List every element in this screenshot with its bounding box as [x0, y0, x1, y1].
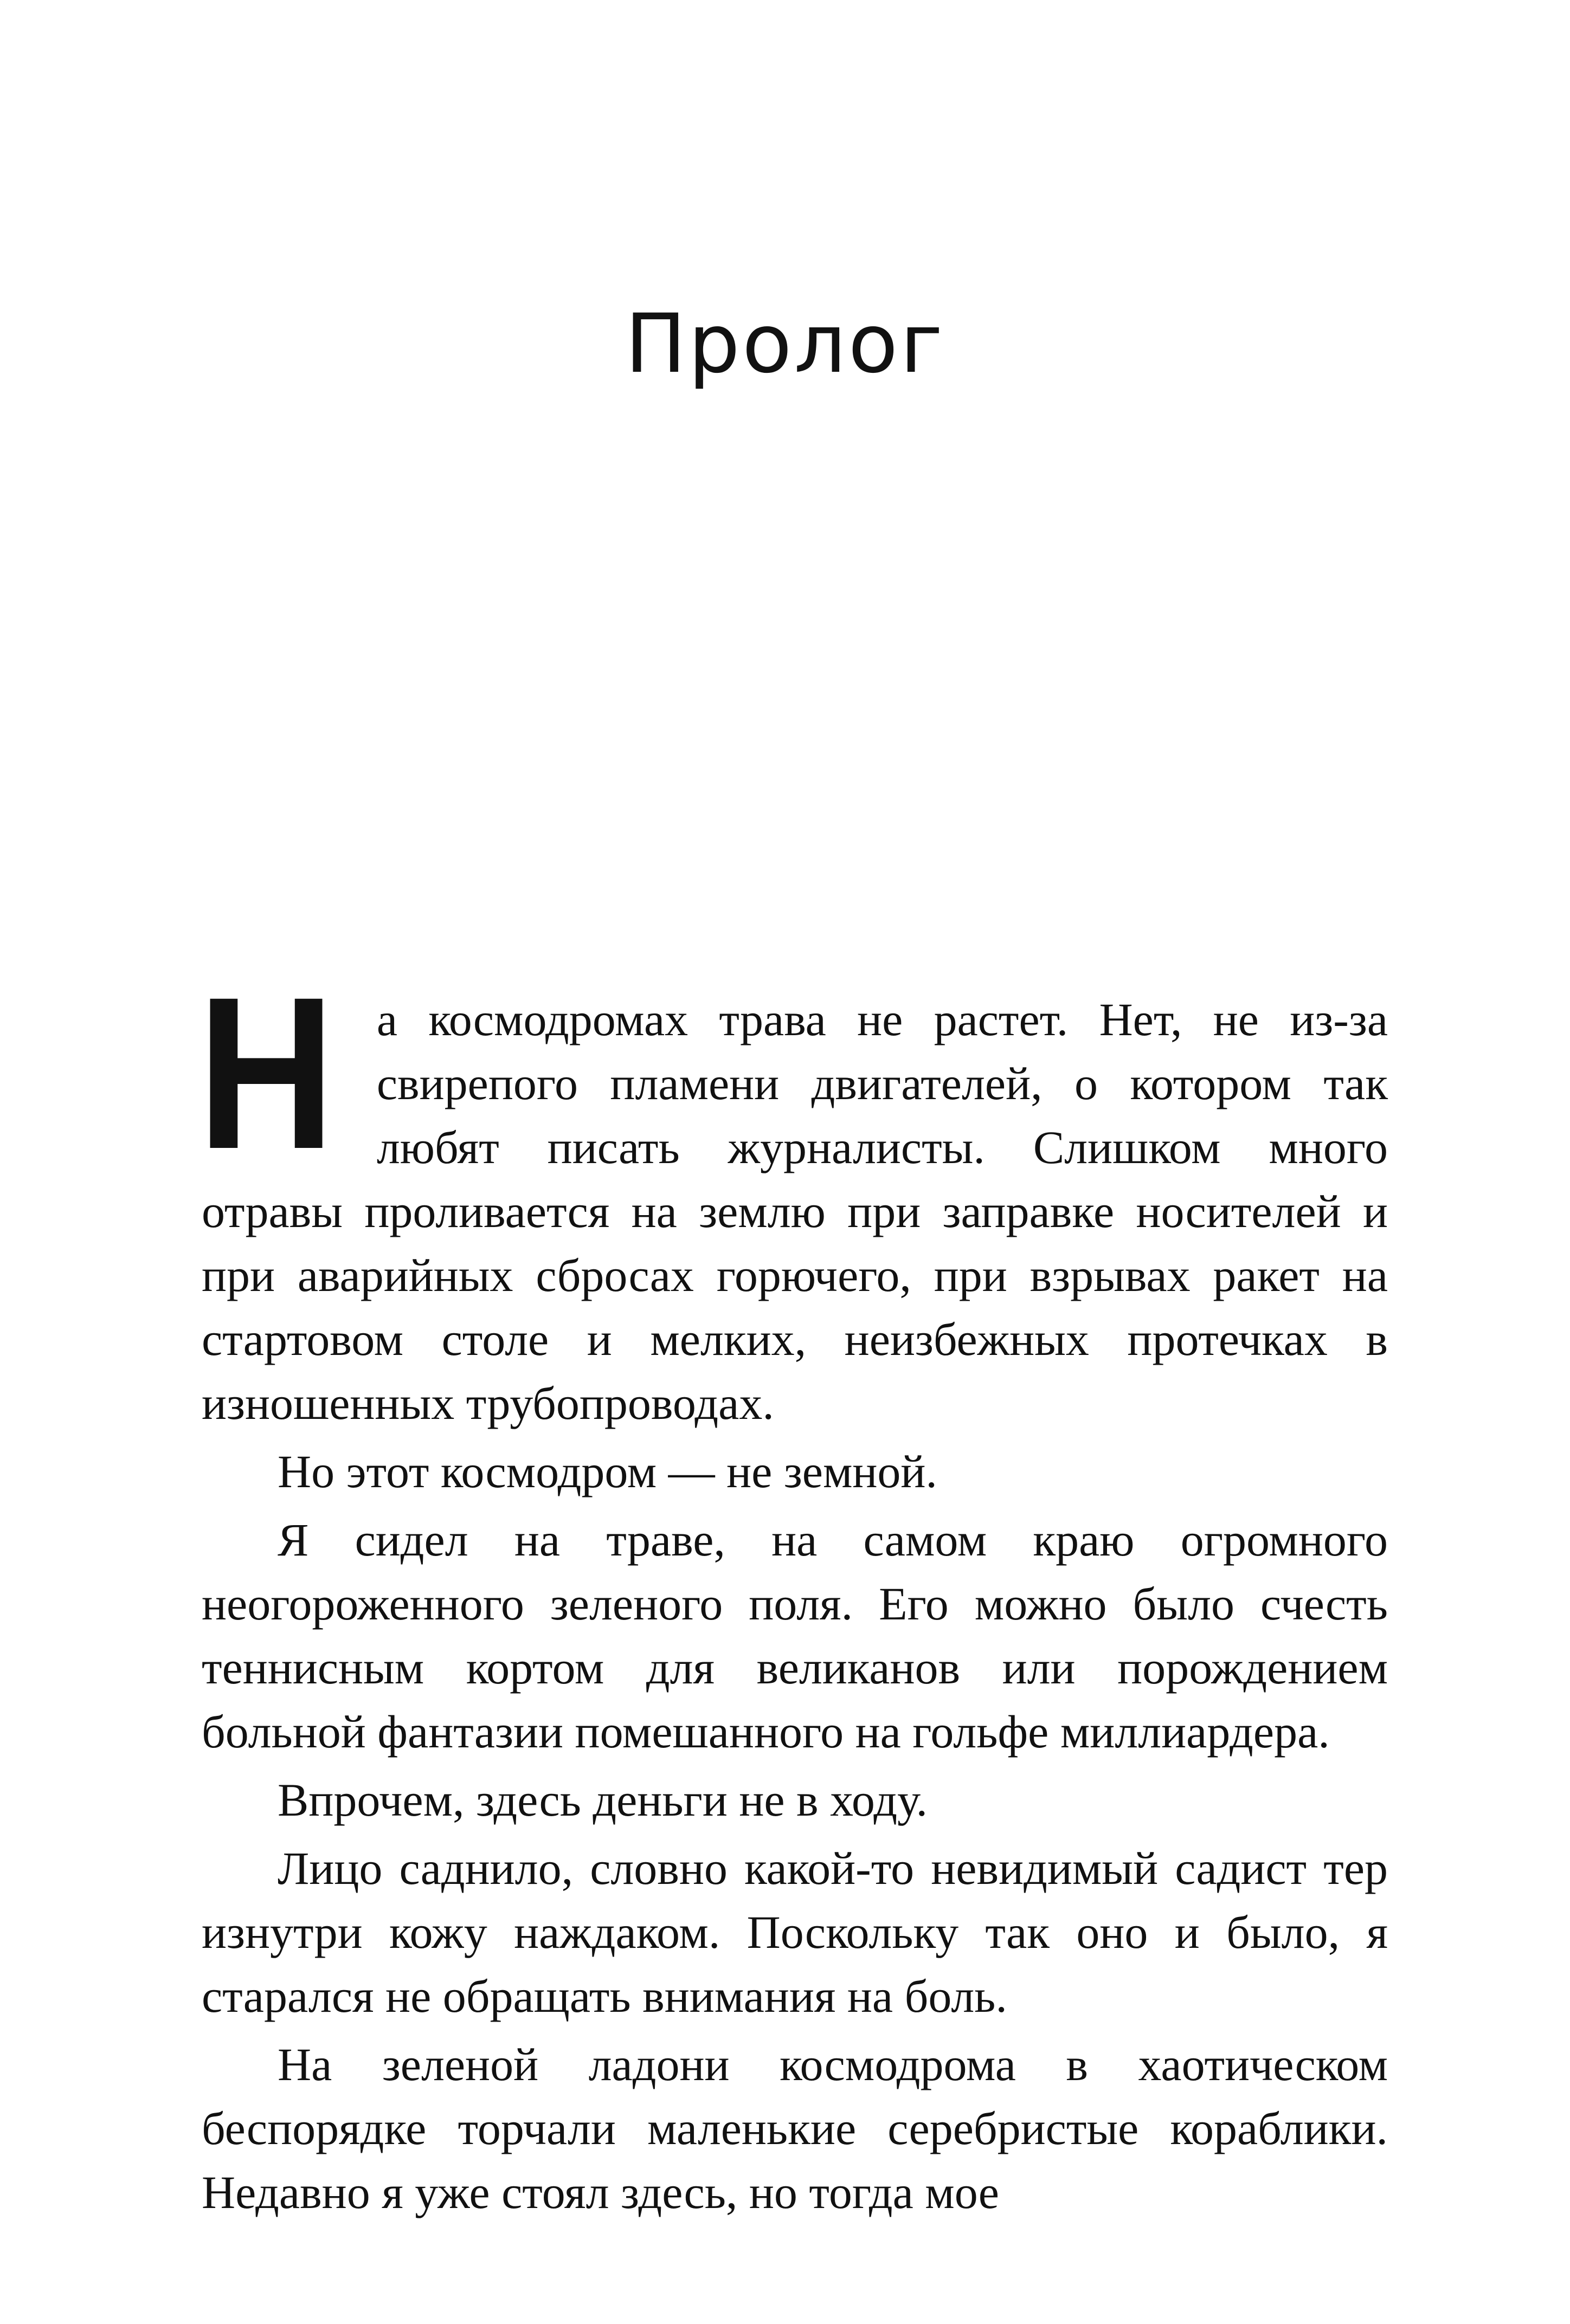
paragraph-2: Но этот космодром — не земной.	[278, 1445, 937, 1497]
paragraph-4: Впрочем, здесь деньги не в ходу.	[278, 1774, 928, 1826]
paragraph-1-text: а космодромах трава не растет. Нет, не из-за свирепого пламени двигателей, о котором так любят писать журналисты. Слишком много отравы проливается на землю при заправке носителей и при аварийных сбросах горючего, при взрывах ракет на стартовом столе и мелких, неизбежных протечках в изношенных трубопроводах.	[202, 993, 1388, 1429]
drop-cap: Н	[197, 952, 336, 1194]
paragraph-1	[197, 952, 1388, 1435]
chapter-title: Пролог	[625, 297, 945, 391]
paragraph-5: Лицо саднило, словно какой-то невидимый садист тер изнутри кожу наждаком. Поскольку так оно и было, я старался не обращать внимания на боль.	[202, 1842, 1388, 2022]
paragraph-6: На зеленой ладони космодрома в хаотическом беспорядке торчали маленькие серебристые кораблики. Недавно я уже стоял здесь, но тогда мое	[202, 2038, 1388, 2218]
body-text	[197, 952, 1388, 2229]
paragraph-3: Я сидел на траве, на самом краю огромного неогороженного зеленого поля. Его можно было счесть теннисным кортом для великанов или порождением больной фантазии помешанного на гольфе миллиардера.	[202, 1514, 1388, 1758]
